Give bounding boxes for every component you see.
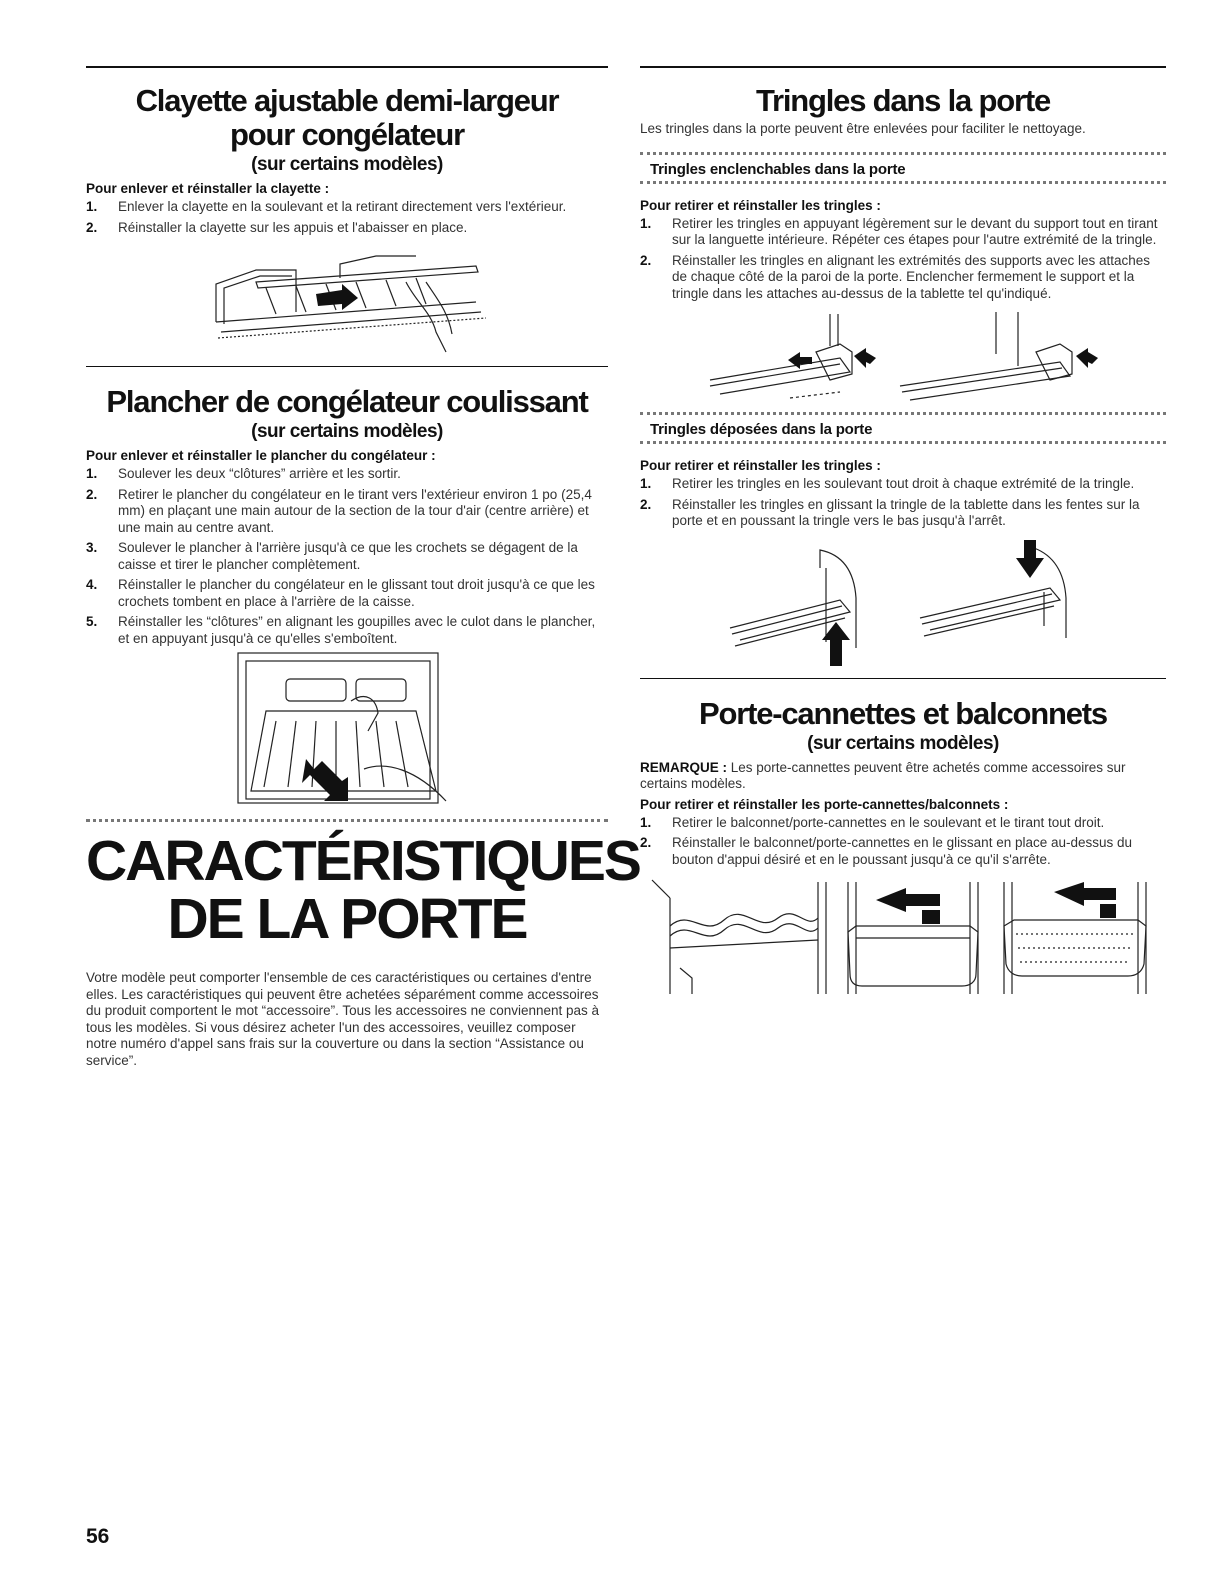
shelf-title-line2: pour congélateur (230, 117, 464, 152)
list-item: 2. Réinstaller le balconnet/porte-cannettes en le glissant en place au-dessus du bouton d'appui désiré et en le poussant jusqu'à ce qu'il s'arrête. (640, 835, 1133, 867)
floor-lead: Pour enlever et réinstaller le plancher du congélateur : (86, 448, 436, 463)
left-column (86, 66, 640, 1069)
section-rule (640, 441, 1166, 444)
list-item: 2. Réinstaller les tringles en glissant la tringle de la tablette dans les fentes sur la porte et en poussant la tringle vers le bas jusqu'à l'arrêt. (640, 496, 1140, 528)
floor-steps (86, 466, 608, 647)
floor-title: Plancher de congélateur coulissant (106, 384, 588, 419)
features-body: Votre modèle peut comporter l'ensemble de ces caractéristiques ou certaines d'entre elles. Les caractéristiques qui peuvent être achetées séparément comme accessoires du produit comportent le mot “accessoire”. Tous les accessoires ne conviennent pas à tous les modèles. Si vous désirez acheter l'un des accessoires, veuillez composer notre numéro d'appel sans frais sur la couverture ou dans la section “Assistance ou service”. (86, 970, 600, 1068)
list-item: 1. Retirer les tringles en appuyant légèrement sur le devant du support tout en tirant sur la languette intérieure. Répéter ces étapes pour l'autre extrémité de la tringle. (640, 215, 1158, 247)
cans-section (640, 679, 1166, 997)
snap-rails-illustration (640, 306, 1166, 402)
shelf-steps (86, 199, 608, 236)
list-item: 1. Soulever les deux “clôtures” arrière et les sortir. (86, 466, 401, 481)
cans-steps (640, 815, 1166, 869)
list-item: 2. Réinstaller les tringles en alignant les extrémités des supports avec les attaches de chaque côté de la paroi de la porte. Enclencher fermement le support et la tringle dans les attaches au-dessus de la tablette tel qu'indiqué. (640, 252, 1150, 301)
list-item: 2. Retirer le plancher du congélateur en le tirant vers l'extérieur environ 1 po (25,4 mm) en plaçant une main autour de la section de la tour d'air (centre arrière) et une main au centre avant. (86, 486, 592, 535)
snap-rails-lead: Pour retirer et réinstaller les tringles : (640, 197, 881, 213)
features-section (86, 822, 640, 1069)
list-item: 1. Retirer les tringles en les soulevant tout droit à chaque extrémité de la tringle. (640, 476, 1135, 491)
list-item: 5. Réinstaller les “clôtures” en alignant les goupilles avec le culot dans le plancher, et en appuyant jusqu'à ce qu'elles s'emboîtent. (86, 614, 596, 646)
cans-lead: Pour retirer et réinstaller les porte-cannettes/balconnets : (640, 796, 1009, 812)
features-title-line2: DE LA PORTE (167, 887, 527, 951)
snap-rails-title: Tringles enclenchables dans la porte (650, 160, 906, 178)
cans-note-label: REMARQUE : (640, 759, 727, 775)
features-title-line1: CARACTÉRISTIQUES (86, 829, 640, 893)
cans-note (640, 760, 1166, 793)
shelf-subtitle: (sur certains modèles) (251, 154, 443, 175)
list-item: 4. Réinstaller le plancher du congélateur en le glissant tout droit jusqu'à ce que les crochets tombent en place à l'arrière de la caisse. (86, 577, 595, 609)
snap-rails-subsection (640, 155, 1166, 403)
cans-subtitle: (sur certains modèles) (807, 732, 999, 754)
snap-rails-steps (640, 216, 1166, 303)
floor-subtitle: (sur certains modèles) (251, 421, 443, 442)
shelf-title-line1: Clayette ajustable demi-largeur (135, 83, 559, 118)
shelf-section (86, 68, 608, 354)
rails-title: Tringles dans la porte (755, 83, 1050, 118)
cans-title: Porte-cannettes et balconnets (699, 695, 1107, 731)
dropin-rails-lead: Pour retirer et réinstaller les tringles : (640, 458, 881, 473)
dropin-rails-subsection (640, 415, 1166, 668)
right-column (640, 66, 1166, 996)
list-item: 1. Retirer le balconnet/porte-cannettes en le soulevant et le tirant tout droit. (640, 814, 1105, 830)
rails-section (640, 68, 1166, 668)
rails-intro: Les tringles dans la porte peuvent être enlevées pour faciliter le nettoyage. (640, 121, 1086, 136)
list-item: 1. Enlever la clayette en la soulevant et la retirant directement vers l'extérieur. (86, 199, 567, 214)
dropin-rails-title: Tringles déposées dans la porte (650, 421, 873, 438)
page-number: 56 (86, 1525, 110, 1548)
dropin-rails-illustration (640, 538, 1166, 668)
floor-section (86, 367, 608, 811)
dropin-rails-steps (640, 476, 1166, 530)
cans-illustration (640, 878, 1166, 996)
list-item: 3. Soulever le plancher à l'arrière jusqu'à ce que les crochets se dégagent de la caisse et tirer le plancher complètement. (86, 540, 578, 572)
shelf-lead: Pour enlever et réinstaller la clayette : (86, 181, 330, 196)
cans-note-text: Les porte-cannettes peuvent être achetés comme accessoires sur certains modèles. (640, 759, 1126, 791)
list-item: 2. Réinstaller la clayette sur les appuis et l'abaisser en place. (86, 219, 468, 235)
section-rule (640, 181, 1166, 184)
floor-illustration (86, 651, 608, 811)
shelf-illustration (86, 242, 608, 354)
